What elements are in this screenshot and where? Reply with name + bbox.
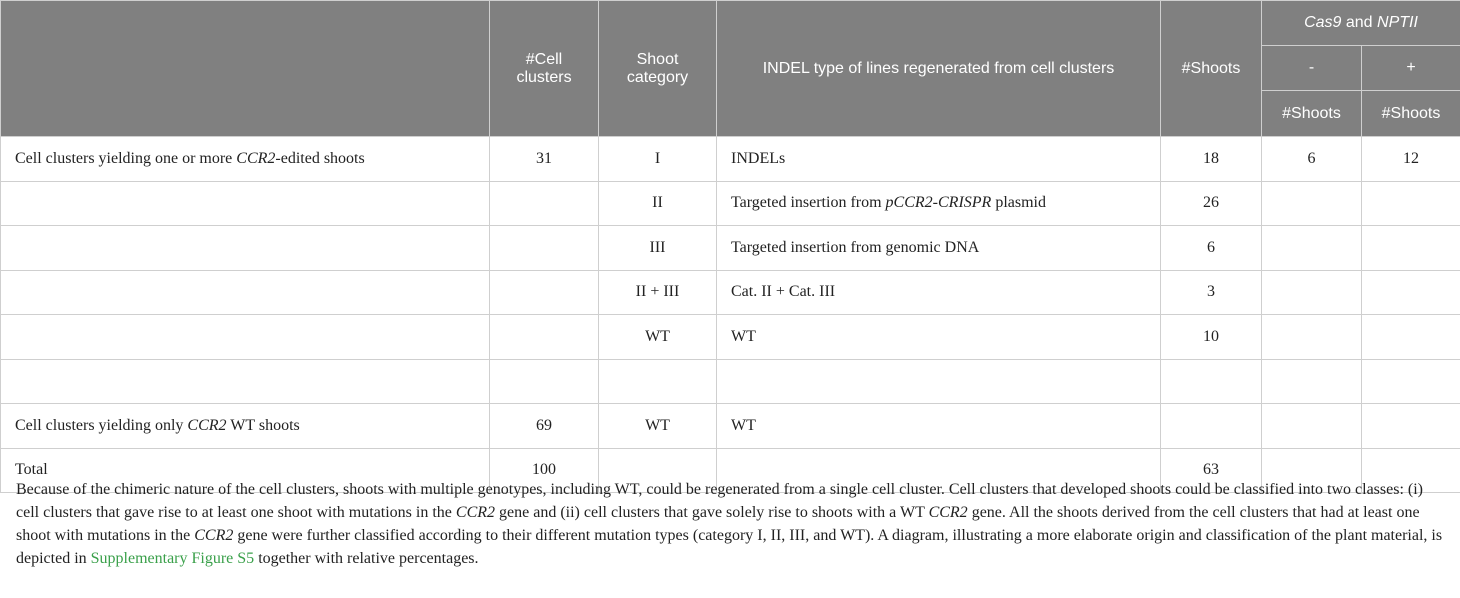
row-cell-clusters: 31 bbox=[490, 137, 599, 182]
row-indel-type: WT bbox=[717, 404, 1161, 449]
row-shoot-category bbox=[599, 359, 717, 404]
row-cell-clusters bbox=[490, 270, 599, 315]
row-plus-shoots bbox=[1362, 270, 1460, 315]
row-minus-shoots bbox=[1262, 226, 1362, 271]
table-row bbox=[1, 137, 1460, 182]
row-minus-shoots bbox=[1262, 315, 1362, 360]
table-row bbox=[1, 359, 1460, 404]
row-shoots: 18 bbox=[1161, 137, 1262, 182]
row-shoots: 6 bbox=[1161, 226, 1262, 271]
row-minus-shoots bbox=[1262, 181, 1362, 226]
header-shoot-category: Shoot category bbox=[599, 1, 717, 137]
header-minus: - bbox=[1262, 46, 1362, 91]
row-label bbox=[1, 359, 490, 404]
table-row bbox=[1, 270, 1460, 315]
row-minus-shoots bbox=[1262, 404, 1362, 449]
row-minus-shoots bbox=[1262, 359, 1362, 404]
row-plus-shoots bbox=[1362, 359, 1460, 404]
row-shoots: 3 bbox=[1161, 270, 1262, 315]
row-label: Cell clusters yielding only CCR2 WT shoots bbox=[1, 404, 490, 449]
header-plus: + bbox=[1362, 46, 1460, 91]
header-blank bbox=[1, 1, 490, 137]
row-cell-clusters bbox=[490, 181, 599, 226]
row-shoot-category: WT bbox=[599, 315, 717, 360]
row-shoot-category: III bbox=[599, 226, 717, 271]
row-minus-shoots bbox=[1262, 270, 1362, 315]
row-shoots: 26 bbox=[1161, 181, 1262, 226]
row-cell-clusters: 69 bbox=[490, 404, 599, 449]
row-label bbox=[1, 226, 490, 271]
row-shoot-category: II bbox=[599, 181, 717, 226]
row-indel-type: WT bbox=[717, 315, 1161, 360]
header-indel-type: INDEL type of lines regenerated from cell clusters bbox=[717, 1, 1161, 137]
supplementary-figure-link[interactable]: Supplementary Figure S5 bbox=[90, 550, 255, 567]
row-shoots: 10 bbox=[1161, 315, 1262, 360]
table-row bbox=[1, 226, 1460, 271]
row-label: Total bbox=[1, 448, 490, 493]
table-row bbox=[1, 181, 1460, 226]
row-shoot-category: WT bbox=[599, 404, 717, 449]
row-indel-type: Targeted insertion from genomic DNA bbox=[717, 226, 1161, 271]
table-row bbox=[1, 404, 1460, 449]
row-shoots: 63 bbox=[1161, 448, 1262, 493]
row-indel-type: Targeted insertion from pCCR2-CRISPR plasmid bbox=[717, 181, 1161, 226]
header-sub-shoots-plus: #Shoots bbox=[1362, 91, 1460, 137]
header-cell-clusters: #Cell clusters bbox=[490, 1, 599, 137]
row-label bbox=[1, 181, 490, 226]
row-shoots bbox=[1161, 404, 1262, 449]
row-indel-type: Cat. II + Cat. III bbox=[717, 270, 1161, 315]
row-plus-shoots bbox=[1362, 404, 1460, 449]
row-plus-shoots bbox=[1362, 226, 1460, 271]
row-cell-clusters: 100 bbox=[490, 448, 599, 493]
row-plus-shoots bbox=[1362, 181, 1460, 226]
table-header bbox=[1, 1, 1460, 137]
table-row bbox=[1, 315, 1460, 360]
table-body bbox=[1, 137, 1460, 493]
row-shoot-category: II + III bbox=[599, 270, 717, 315]
row-plus-shoots: 12 bbox=[1362, 137, 1460, 182]
header-sub-shoots-minus: #Shoots bbox=[1262, 91, 1362, 137]
row-label bbox=[1, 315, 490, 360]
row-plus-shoots bbox=[1362, 315, 1460, 360]
header-shoots: #Shoots bbox=[1161, 1, 1262, 137]
row-cell-clusters bbox=[490, 359, 599, 404]
row-indel-type bbox=[717, 359, 1161, 404]
row-shoot-category: I bbox=[599, 137, 717, 182]
row-label: Cell clusters yielding one or more CCR2-edited shoots bbox=[1, 137, 490, 182]
row-cell-clusters bbox=[490, 315, 599, 360]
row-indel-type: INDELs bbox=[717, 137, 1161, 182]
table-footnote: Because of the chimeric nature of the cell clusters, shoots with multiple genotypes, including WT, could be regenerated from a single cell cluster. Cell clusters that developed shoots could be classified into two classes: (i) cell clusters that gave rise to at least one shoot with mutations in the CCR2 gene and (ii) cell clusters that gave solely rise to shoots with a WT CCR2 gene. All the shoots derived from the cell clusters that had at least one shoot with mutations in the CCR2 gene were further classified according to their different mutation types (category I, II, III, and WT). A diagram, illustrating a more elaborate origin and classification of the plant material, is depicted in Supplementary Figure S5 together with relative percentages. bbox=[16, 481, 1443, 567]
row-cell-clusters bbox=[490, 226, 599, 271]
row-minus-shoots: 6 bbox=[1262, 137, 1362, 182]
row-shoots bbox=[1161, 359, 1262, 404]
header-cas9-nptii: Cas9 and NPTII bbox=[1262, 1, 1460, 46]
row-label bbox=[1, 270, 490, 315]
